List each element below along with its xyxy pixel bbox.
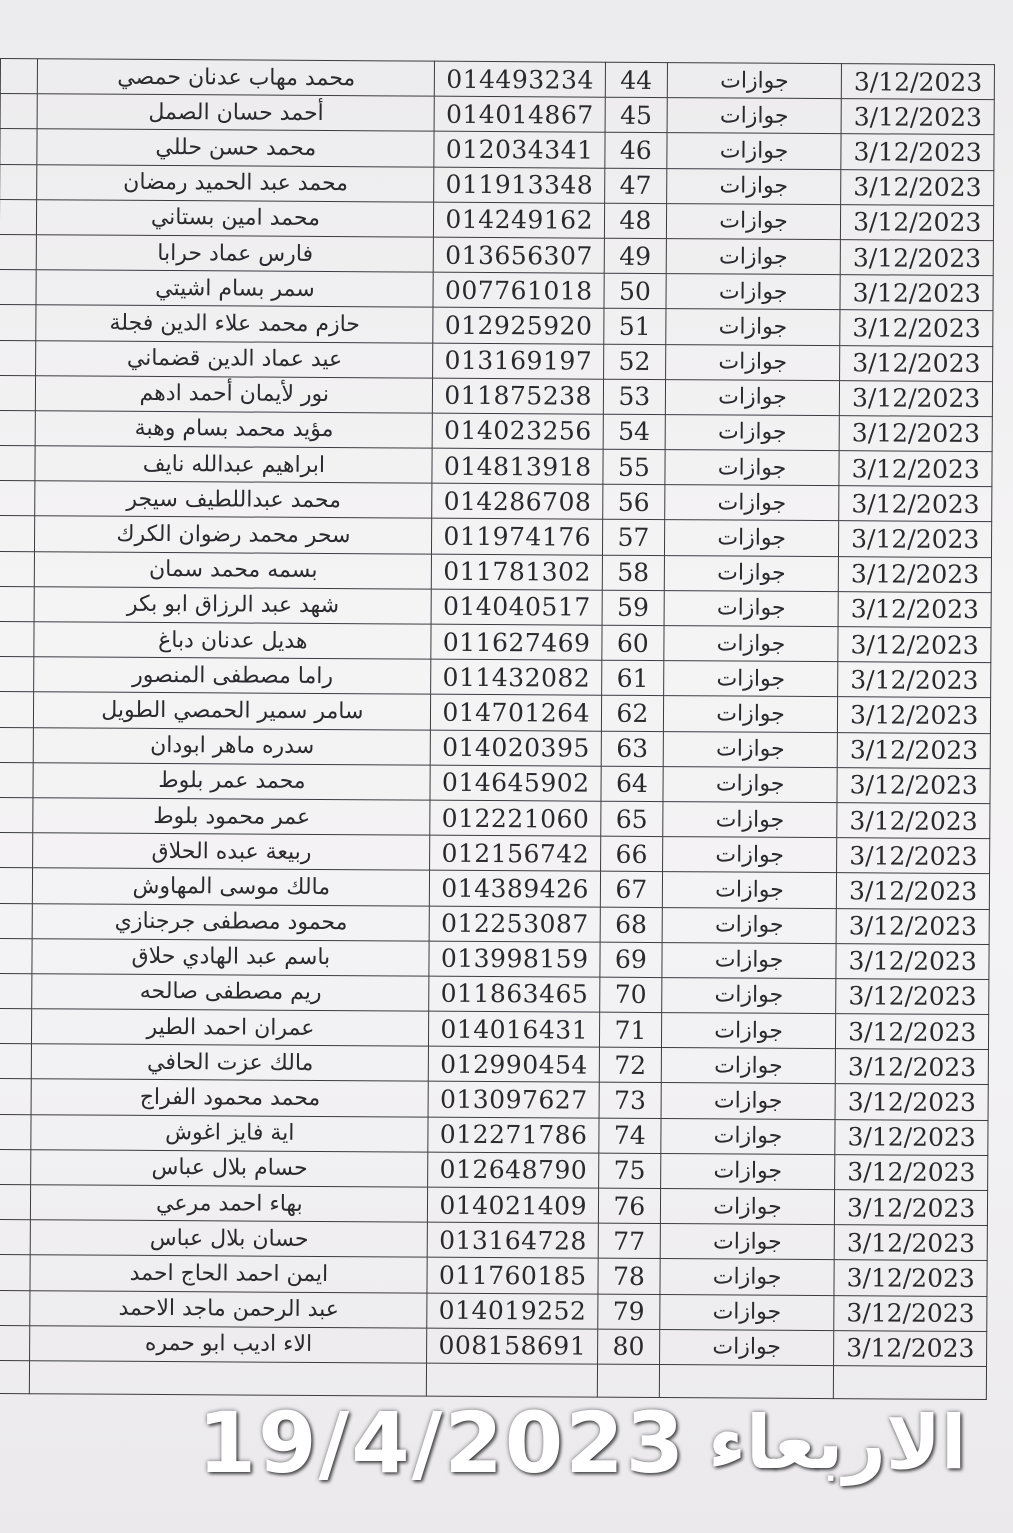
id-number-cell: 012221060 <box>430 800 601 836</box>
row-edge-cell <box>0 586 35 621</box>
row-edge-cell <box>0 657 34 692</box>
row-edge-cell <box>0 833 33 868</box>
row-edge-cell <box>0 762 34 797</box>
table-row <box>0 516 992 557</box>
service-type-cell: جوازات <box>660 1118 835 1154</box>
service-type-cell: جوازات <box>665 344 840 380</box>
row-edge-cell <box>0 516 35 551</box>
name-cell: ابراهيم عبدالله نايف <box>35 446 432 484</box>
serial-number-cell: 55 <box>603 449 665 485</box>
empty-cell <box>0 1360 30 1393</box>
serial-number-cell: 75 <box>599 1153 661 1189</box>
service-type-cell: جوازات <box>660 1259 835 1295</box>
date-cell: 3/12/2023 <box>837 767 990 803</box>
table-row <box>0 692 991 733</box>
service-type-cell: جوازات <box>662 907 837 943</box>
id-number-cell: 012253087 <box>429 906 600 942</box>
date-cell: 3/12/2023 <box>836 943 989 979</box>
table-row <box>0 199 994 240</box>
table-row <box>0 446 992 487</box>
date-cell: 3/12/2023 <box>836 979 989 1015</box>
name-cell: ريم مصطفى صالحه <box>32 974 429 1012</box>
serial-number-cell: 54 <box>603 414 665 450</box>
date-cell: 3/12/2023 <box>838 697 991 733</box>
service-type-cell: جوازات <box>666 168 841 204</box>
name-cell: حسام بلال عباس <box>31 1150 428 1188</box>
id-number-cell: 014389426 <box>430 870 601 906</box>
id-number-cell: 014021409 <box>428 1187 599 1223</box>
date-cell: 3/12/2023 <box>838 627 991 663</box>
service-type-cell: جوازات <box>662 872 837 908</box>
serial-number-cell: 66 <box>601 836 663 872</box>
table-row <box>0 129 994 170</box>
table-row <box>0 1149 988 1190</box>
row-edge-cell <box>0 1044 32 1079</box>
row-edge-cell <box>0 727 34 762</box>
row-edge-cell <box>0 1114 31 1149</box>
serial-number-cell: 44 <box>605 62 667 98</box>
service-type-cell: جوازات <box>661 977 836 1013</box>
serial-number-cell: 60 <box>602 625 664 661</box>
id-number-cell: 014016431 <box>429 1011 600 1047</box>
date-cell: 3/12/2023 <box>834 1295 987 1331</box>
row-edge-cell <box>0 797 33 832</box>
service-type-cell: جوازات <box>659 1294 834 1330</box>
date-cell: 3/12/2023 <box>835 1119 988 1155</box>
date-cell: 3/12/2023 <box>840 416 993 452</box>
name-cell: بهاء احمد مرعي <box>31 1185 428 1223</box>
table-row <box>0 727 990 768</box>
serial-number-cell: 61 <box>602 660 664 696</box>
name-cell: راما مصطفى المنصور <box>34 657 431 695</box>
name-cell: ربيعة عبده الحلاق <box>33 833 430 871</box>
table-row <box>0 234 993 275</box>
id-number-cell: 014019252 <box>427 1293 598 1329</box>
table-row <box>0 551 991 592</box>
row-edge-cell <box>0 1325 30 1360</box>
id-number-cell: 014040517 <box>431 589 602 625</box>
id-number-cell: 011432082 <box>431 659 602 695</box>
table-row <box>0 868 990 909</box>
table-row <box>0 1009 989 1050</box>
name-cell: عمر محمود بلوط <box>33 798 430 836</box>
name-cell: باسم عبد الهادي حلاق <box>32 938 429 976</box>
table-row <box>0 973 989 1014</box>
id-number-cell: 014014867 <box>434 96 605 132</box>
table-row <box>0 59 994 100</box>
table-body <box>0 59 994 1400</box>
table-row <box>0 1079 988 1120</box>
table-row <box>0 797 990 838</box>
id-number-cell: 012271786 <box>428 1117 599 1153</box>
name-cell: شهد عبد الرزاق ابو بكر <box>34 587 431 625</box>
service-type-cell: جوازات <box>667 63 842 99</box>
id-number-cell: 012925920 <box>433 307 604 343</box>
serial-number-cell: 49 <box>604 238 666 274</box>
table-row <box>0 340 993 381</box>
id-number-cell: 011781302 <box>432 554 603 590</box>
name-cell: محمود مصطفى جرجنازي <box>32 903 429 941</box>
id-number-cell: 013656307 <box>434 237 605 273</box>
name-cell: عمران احمد الطير <box>32 1009 429 1047</box>
date-cell: 3/12/2023 <box>836 1049 989 1085</box>
date-cell: 3/12/2023 <box>838 591 991 627</box>
name-cell: محمد حسن حللي <box>37 129 434 167</box>
service-type-cell: جوازات <box>661 1083 836 1119</box>
name-cell: بسمه محمد سمان <box>35 551 432 589</box>
serial-number-cell: 74 <box>599 1118 661 1154</box>
service-type-cell: جوازات <box>664 485 839 521</box>
service-type-cell: جوازات <box>662 837 837 873</box>
name-cell: محمد مهاب عدنان حمصي <box>38 59 435 97</box>
table-row <box>0 586 991 627</box>
id-number-cell: 012648790 <box>428 1152 599 1188</box>
service-type-cell: جوازات <box>662 801 837 837</box>
date-cell: 3/12/2023 <box>835 1190 988 1226</box>
name-cell: أحمد حسان الصمل <box>37 94 434 132</box>
row-edge-cell <box>0 129 37 164</box>
date-cell: 3/12/2023 <box>837 873 990 909</box>
service-type-cell: جوازات <box>662 942 837 978</box>
row-edge-cell <box>0 446 36 481</box>
service-type-cell: جوازات <box>666 203 841 239</box>
id-number-cell: 014020395 <box>431 730 602 766</box>
name-cell: سامر سمير الحمصي الطويل <box>34 692 431 730</box>
table-row <box>0 94 994 135</box>
serial-number-cell: 76 <box>598 1188 660 1224</box>
service-type-cell: جوازات <box>660 1153 835 1189</box>
row-edge-cell <box>0 234 37 269</box>
serial-number-cell: 68 <box>600 907 662 943</box>
serial-number-cell: 52 <box>604 344 666 380</box>
name-cell: محمد عبداللطيف سيجر <box>35 481 432 519</box>
date-cell: 3/12/2023 <box>835 1084 988 1120</box>
date-cell: 3/12/2023 <box>841 169 994 205</box>
row-edge-cell <box>0 1220 31 1255</box>
id-number-cell: 014701264 <box>431 695 602 731</box>
date-cell: 3/12/2023 <box>841 204 994 240</box>
table-row <box>0 305 993 346</box>
id-number-cell: 013097627 <box>428 1082 599 1118</box>
serial-number-cell: 50 <box>604 273 666 309</box>
date-cell: 3/12/2023 <box>838 732 991 768</box>
table-row <box>0 270 993 311</box>
row-edge-cell <box>0 692 34 727</box>
date-cell: 3/12/2023 <box>839 556 992 592</box>
id-number-cell: 013998159 <box>429 941 600 977</box>
row-edge-cell <box>0 305 36 340</box>
id-number-cell: 012156742 <box>430 835 601 871</box>
table-row <box>0 164 994 205</box>
service-type-cell: جوازات <box>665 414 840 450</box>
table-row <box>0 833 990 874</box>
row-edge-cell <box>0 199 37 234</box>
serial-number-cell: 69 <box>600 942 662 978</box>
date-cell: 3/12/2023 <box>838 662 991 698</box>
appointments-table <box>0 58 995 1400</box>
date-cell: 3/12/2023 <box>834 1330 987 1366</box>
id-number-cell: 014813918 <box>432 448 603 484</box>
date-cell: 3/12/2023 <box>837 908 990 944</box>
row-edge-cell <box>0 270 37 305</box>
id-number-cell: 014286708 <box>432 483 603 519</box>
overlay-date: 19/4/2023 <box>197 1394 687 1492</box>
row-edge-cell <box>0 868 33 903</box>
serial-number-cell: 63 <box>601 731 663 767</box>
service-type-cell: جوازات <box>665 379 840 415</box>
serial-number-cell: 57 <box>603 520 665 556</box>
serial-number-cell: 70 <box>600 977 662 1013</box>
row-edge-cell <box>0 938 32 973</box>
table-row <box>0 375 993 416</box>
table-row <box>0 621 991 662</box>
id-number-cell: 011913348 <box>434 167 605 203</box>
serial-number-cell: 58 <box>602 555 664 591</box>
id-number-cell: 007761018 <box>433 272 604 308</box>
id-number-cell: 011863465 <box>429 976 600 1012</box>
table-row <box>0 1114 988 1155</box>
serial-number-cell: 47 <box>605 168 667 204</box>
table-row <box>0 410 992 451</box>
date-cell: 3/12/2023 <box>835 1225 988 1261</box>
service-type-cell: جوازات <box>663 731 838 767</box>
name-cell: مؤيد محمد بسام وهبة <box>36 411 433 449</box>
serial-number-cell: 48 <box>604 203 666 239</box>
name-cell: محمد محمود الفراج <box>31 1079 428 1117</box>
serial-number-cell: 53 <box>603 379 665 415</box>
row-edge-cell <box>0 481 35 516</box>
service-type-cell: جوازات <box>663 661 838 697</box>
date-overlay <box>197 1388 967 1498</box>
table-row <box>0 938 989 979</box>
id-number-cell: 014645902 <box>430 765 601 801</box>
name-cell: ايمن احمد الحاج احمد <box>30 1255 427 1293</box>
name-cell: عيد عماد الدين قضماني <box>36 340 433 378</box>
service-type-cell: جوازات <box>661 1048 836 1084</box>
service-type-cell: جوازات <box>665 450 840 486</box>
serial-number-cell: 78 <box>598 1259 660 1295</box>
table-row <box>0 1220 987 1261</box>
row-edge-cell <box>0 1149 31 1184</box>
table-row <box>0 903 989 944</box>
id-number-cell: 014249162 <box>434 202 605 238</box>
service-type-cell: جوازات <box>660 1224 835 1260</box>
name-cell: فارس عماد حرابا <box>37 235 434 273</box>
name-cell: عبد الرحمن ماجد الاحمد <box>30 1290 427 1328</box>
row-edge-cell <box>0 1079 32 1114</box>
row-edge-cell <box>0 1290 30 1325</box>
row-edge-cell <box>0 94 38 129</box>
serial-number-cell: 80 <box>598 1329 660 1365</box>
name-cell: مالك موسى المهاوش <box>33 868 430 906</box>
id-number-cell: 013169197 <box>433 343 604 379</box>
id-number-cell: 014023256 <box>432 413 603 449</box>
date-cell: 3/12/2023 <box>839 521 992 557</box>
service-type-cell: جوازات <box>663 766 838 802</box>
row-edge-cell <box>0 375 36 410</box>
date-cell: 3/12/2023 <box>835 1154 988 1190</box>
table-row <box>0 762 990 803</box>
date-cell: 3/12/2023 <box>842 64 995 100</box>
table-row <box>0 1255 987 1296</box>
service-type-cell: جوازات <box>666 239 841 275</box>
row-edge-cell <box>0 903 33 938</box>
date-cell: 3/12/2023 <box>839 486 992 522</box>
date-cell: 3/12/2023 <box>841 240 994 276</box>
date-cell: 3/12/2023 <box>836 1014 989 1050</box>
row-edge-cell <box>0 1184 31 1219</box>
table-row <box>0 1044 988 1085</box>
name-cell: مالك عزت الحافي <box>32 1044 429 1082</box>
name-cell: حسان بلال عباس <box>31 1220 428 1258</box>
table-row <box>0 657 991 698</box>
serial-number-cell: 77 <box>598 1223 660 1259</box>
row-edge-cell <box>0 410 36 445</box>
service-type-cell: جوازات <box>659 1329 834 1365</box>
id-number-cell: 011760185 <box>427 1258 598 1294</box>
serial-number-cell: 64 <box>601 766 663 802</box>
service-type-cell: جوازات <box>661 1013 836 1049</box>
serial-number-cell: 59 <box>602 590 664 626</box>
row-edge-cell <box>0 340 36 375</box>
row-edge-cell <box>0 551 35 586</box>
serial-number-cell: 46 <box>605 133 667 169</box>
service-type-cell: جوازات <box>667 98 842 134</box>
date-cell: 3/12/2023 <box>839 451 992 487</box>
serial-number-cell: 65 <box>601 801 663 837</box>
id-number-cell: 012990454 <box>429 1046 600 1082</box>
id-number-cell: 014493234 <box>435 61 606 97</box>
table-row <box>0 1184 988 1225</box>
date-cell: 3/12/2023 <box>840 380 993 416</box>
id-number-cell: 011627469 <box>431 624 602 660</box>
serial-number-cell: 73 <box>599 1083 661 1119</box>
serial-number-cell: 79 <box>598 1294 660 1330</box>
row-edge-cell <box>0 59 38 94</box>
date-cell: 3/12/2023 <box>840 310 993 346</box>
name-cell: سمر بسام اشيتي <box>36 270 433 308</box>
row-edge-cell <box>0 1255 31 1290</box>
serial-number-cell: 67 <box>600 871 662 907</box>
name-cell: هديل عدنان دباغ <box>34 622 431 660</box>
name-cell: حازم محمد علاء الدين فجلة <box>36 305 433 343</box>
id-number-cell: 012034341 <box>434 132 605 168</box>
serial-number-cell: 72 <box>599 1047 661 1083</box>
date-cell: 3/12/2023 <box>837 803 990 839</box>
service-type-cell: جوازات <box>660 1189 835 1225</box>
name-cell: سحر محمد رضوان الكرك <box>35 516 432 554</box>
row-edge-cell <box>0 973 32 1008</box>
name-cell: اية فايز اغوش <box>31 1114 428 1152</box>
row-edge-cell <box>0 1009 32 1044</box>
row-edge-cell <box>0 621 34 656</box>
name-cell: الاء اديب ابو حمره <box>30 1325 427 1363</box>
id-number-cell: 011875238 <box>433 378 604 414</box>
serial-number-cell: 51 <box>604 309 666 345</box>
service-type-cell: جوازات <box>664 555 839 591</box>
date-cell: 3/12/2023 <box>834 1260 987 1296</box>
date-cell: 3/12/2023 <box>837 838 990 874</box>
serial-number-cell: 62 <box>601 696 663 732</box>
date-cell: 3/12/2023 <box>841 134 994 170</box>
table-row <box>0 481 992 522</box>
row-edge-cell <box>0 164 37 199</box>
id-number-cell: 013164728 <box>428 1222 599 1258</box>
service-type-cell: جوازات <box>665 309 840 345</box>
name-cell: نور لأيمان أحمد ادهم <box>36 375 433 413</box>
overlay-weekday: الاربعاء <box>708 1400 967 1486</box>
table-row <box>0 1325 987 1366</box>
serial-number-cell: 71 <box>600 1012 662 1048</box>
service-type-cell: جوازات <box>664 626 839 662</box>
date-cell: 3/12/2023 <box>840 275 993 311</box>
id-number-cell: 008158691 <box>427 1328 598 1364</box>
serial-number-cell: 45 <box>605 97 667 133</box>
service-type-cell: جوازات <box>667 133 842 169</box>
name-cell: محمد عبد الحميد رمضان <box>37 164 434 202</box>
name-cell: محمد امين بستاني <box>37 199 434 237</box>
service-type-cell: جوازات <box>664 520 839 556</box>
service-type-cell: جوازات <box>663 696 838 732</box>
table-row <box>0 1290 987 1331</box>
service-type-cell: جوازات <box>666 274 841 310</box>
date-cell: 3/12/2023 <box>841 99 994 135</box>
serial-number-cell: 56 <box>603 484 665 520</box>
name-cell: محمد عمر بلوط <box>33 762 430 800</box>
name-cell: سدره ماهر ابودان <box>34 727 431 765</box>
date-cell: 3/12/2023 <box>840 345 993 381</box>
service-type-cell: جوازات <box>664 590 839 626</box>
id-number-cell: 011974176 <box>432 519 603 555</box>
